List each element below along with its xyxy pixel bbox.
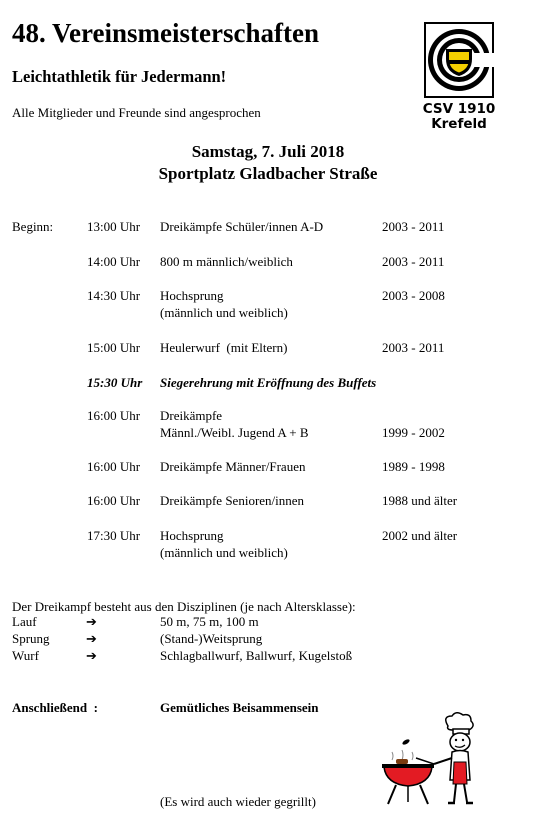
schedule-time: 16:00 Uhr (87, 408, 141, 423)
schedule-event: Heulerwurf (mit Eltern) (160, 340, 288, 355)
schedule-years: 2003 - 2011 (382, 254, 445, 269)
schedule-years: 2003 - 2011 (382, 219, 445, 234)
arrow-icon: ➔ (86, 648, 97, 663)
discipline-value: 50 m, 75 m, 100 m (160, 614, 259, 629)
discipline-name: Wurf (12, 648, 39, 663)
schedule-event: Siegerehrung mit Eröffnung des Buffets (160, 375, 377, 390)
schedule-time: 17:30 Uhr (87, 528, 141, 543)
schedule-event: Dreikämpfe Schüler/innen A-D (160, 219, 324, 234)
schedule-time: 15:00 Uhr (87, 340, 141, 355)
discipline-name: Lauf (12, 614, 37, 629)
barbecue-chef-illustration (376, 712, 486, 807)
schedule-event-detail: (männlich und weiblich) (160, 305, 288, 320)
schedule-years: 1989 - 1998 (382, 459, 445, 474)
schedule-event: Dreikämpfe Männer/Frauen (160, 459, 306, 474)
begin-label: Beginn: (12, 219, 54, 234)
schedule-years: 2003 - 2008 (382, 288, 445, 303)
subtitle: Leichtathletik für Jedermann! (12, 67, 227, 86)
club-name-line2: Krefeld (431, 116, 487, 132)
schedule-event: Hochsprung (160, 528, 224, 543)
schedule-event: Hochsprung (160, 288, 224, 303)
intro-text: Alle Mitglieder und Freunde sind angesprochen (12, 105, 261, 120)
schedule-time: 13:00 Uhr (87, 219, 141, 234)
schedule-time: 16:00 Uhr (87, 459, 141, 474)
schedule-years: 2002 und älter (382, 528, 458, 543)
schedule-time: 16:00 Uhr (87, 493, 141, 508)
schedule-event-detail: Männl./Weibl. Jugend A + B (160, 425, 309, 440)
schedule-event: 800 m männlich/weiblich (160, 254, 293, 269)
schedule-years: 1999 - 2002 (382, 425, 445, 440)
afterwards-value: Gemütliches Beisammensein (160, 700, 319, 715)
schedule-time: 14:30 Uhr (87, 288, 141, 303)
schedule-years: 2003 - 2011 (382, 340, 445, 355)
schedule-time: 14:00 Uhr (87, 254, 141, 269)
schedule-event: Dreikämpfe (160, 408, 223, 423)
schedule-time: 15:30 Uhr (87, 375, 143, 390)
arrow-icon: ➔ (86, 614, 97, 629)
discipline-name: Sprung (12, 631, 50, 646)
discipline-value: Schlagballwurf, Ballwurf, Kugelstoß (160, 648, 353, 663)
club-name (410, 102, 508, 132)
event-venue: Sportplatz Gladbacher Straße (158, 164, 378, 183)
disciplines-list (0, 614, 536, 668)
club-name-line1: CSV 1910 (422, 101, 496, 117)
schedule-event: Dreikämpfe Senioren/innen (160, 493, 305, 508)
arrow-icon: ➔ (86, 631, 97, 646)
page-title: 48. Vereinsmeisterschaften (12, 18, 319, 48)
schedule-years: 1988 und älter (382, 493, 458, 508)
discipline-value: (Stand-)Weitsprung (160, 631, 263, 646)
club-logo (424, 22, 494, 98)
schedule-event-detail: (männlich und weiblich) (160, 545, 288, 560)
disciplines-intro: Der Dreikampf besteht aus den Disziplinen (je nach Altersklasse): (12, 599, 356, 614)
grill-note: (Es wird auch wieder gegrillt) (160, 794, 316, 809)
event-date: Samstag, 7. Juli 2018 (191, 142, 345, 161)
afterwards-label: Anschließend : (12, 700, 98, 715)
